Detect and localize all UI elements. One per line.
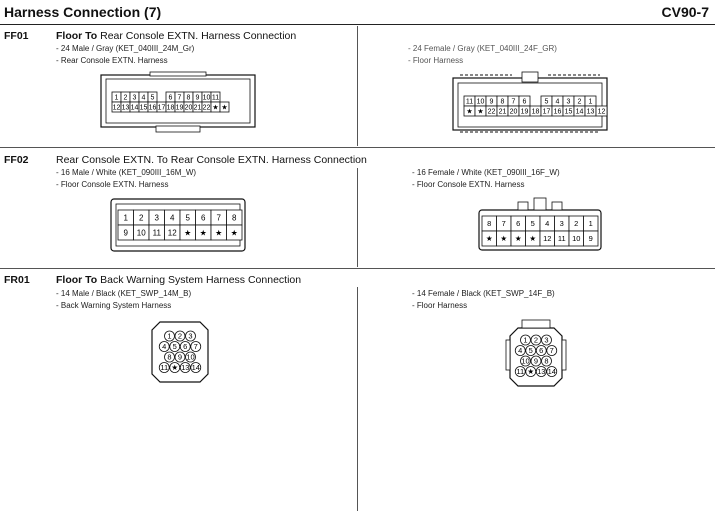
connector-harness: - Floor Console EXTN. Harness (56, 180, 169, 189)
pin-label: 6 (539, 346, 544, 356)
section-id: FF02 (4, 154, 29, 166)
pin-label: 2 (577, 98, 582, 106)
page-header (0, 0, 715, 25)
page-code: CV90-7 (661, 4, 709, 20)
section-divider (0, 268, 715, 269)
pin-label: 8 (487, 219, 492, 229)
pin-label: 9 (195, 94, 200, 102)
pin-label: 13 (537, 367, 546, 377)
column-divider (357, 26, 358, 146)
pin-label: 3 (154, 213, 159, 223)
pin-label: 6 (168, 94, 173, 102)
pin-label: 9 (588, 234, 593, 244)
section-title: Floor To Rear Console EXTN. Harness Connection (56, 30, 297, 42)
pin-label: 10 (572, 234, 581, 244)
pin-label: 5 (172, 342, 177, 352)
section-divider (0, 147, 715, 148)
pin-label: 11 (516, 367, 525, 377)
pin-grid (159, 331, 201, 373)
pin-label: 5 (530, 219, 535, 229)
pin-label: 8 (544, 356, 549, 366)
pin-label: 5 (185, 213, 190, 223)
pin-label: 1 (123, 213, 128, 223)
section-title: Rear Console EXTN. To Rear Console EXTN. Harness Connection (56, 154, 367, 166)
connector-fr01-male (150, 320, 212, 384)
pin-label: ★ (485, 234, 493, 244)
pin-label: 1 (588, 219, 593, 229)
pin-label: 10 (202, 94, 211, 102)
pin-label: 1 (114, 94, 119, 102)
pin-label: 4 (141, 94, 146, 102)
connector-ff02-male (110, 198, 250, 254)
pin-label: 4 (170, 213, 175, 223)
pin-label: ★ (221, 104, 228, 112)
pin-label: ★ (500, 234, 508, 244)
pin-label: 7 (177, 94, 182, 102)
pin-grid (482, 216, 598, 246)
pin-label: 10 (521, 356, 530, 366)
pin-label: 22 (202, 104, 211, 112)
pin-label: 6 (522, 98, 527, 106)
pin-label: 5 (150, 94, 155, 102)
pin-label: 8 (232, 213, 237, 223)
pin-label: 13 (181, 363, 190, 373)
section-id: FF01 (4, 30, 29, 42)
pin-grid (515, 335, 557, 377)
pin-label: 4 (545, 219, 550, 229)
pin-label: 12 (543, 234, 552, 244)
pin-label: 3 (188, 331, 193, 341)
pin-label: 5 (544, 98, 549, 106)
pin-label: 3 (566, 98, 571, 106)
pin-label: 7 (216, 213, 221, 223)
pin-label: 9 (177, 352, 183, 362)
pin-label: 8 (167, 352, 172, 362)
section-id: FR01 (4, 274, 30, 286)
pin-label: 21 (193, 104, 202, 112)
pin-label: ★ (529, 234, 537, 244)
connector-part: - 14 Female / Black (KET_SWP_14F_B) (412, 289, 555, 298)
pin-label: ★ (212, 104, 219, 112)
connector-part: - 16 Male / White (KET_090III_16M_W) (56, 168, 197, 177)
connector-ff02-female (478, 194, 606, 254)
pin-label: 14 (130, 104, 139, 112)
pin-label: 15 (139, 104, 148, 112)
pin-grid (464, 96, 607, 116)
pin-label: 3 (559, 219, 564, 229)
pin-label: 11 (152, 228, 161, 238)
connector-ff01-female (452, 74, 612, 136)
pin-label: 7 (511, 98, 516, 106)
connector-part: - 24 Female / Gray (KET_040III_24F_GR) (408, 44, 557, 53)
pin-label: 4 (162, 342, 167, 352)
pin-label: 6 (183, 342, 188, 352)
pin-label: 10 (476, 98, 485, 106)
pin-label: 12 (112, 104, 121, 112)
pin-label: 17 (542, 108, 551, 116)
pin-label: 2 (574, 219, 579, 229)
pin-label: 14 (575, 108, 584, 116)
pin-label: 2 (123, 94, 128, 102)
pin-label: 2 (177, 331, 183, 341)
pin-label: 15 (564, 108, 573, 116)
pin-label: 9 (123, 228, 128, 238)
pin-label: 14 (191, 363, 200, 373)
pin-label: 2 (533, 335, 539, 345)
pin-label: 2 (139, 213, 144, 223)
pin-label: 20 (184, 104, 193, 112)
pin-label: ★ (527, 367, 535, 377)
connector-harness: - Floor Harness (412, 301, 468, 310)
pin-label: 18 (166, 104, 175, 112)
pin-label: 19 (520, 108, 529, 116)
pin-label: 6 (201, 213, 206, 223)
pin-label: 7 (193, 342, 198, 352)
pin-label: ★ (171, 363, 179, 373)
pin-label: 6 (516, 219, 521, 229)
pin-label: 4 (518, 346, 523, 356)
pin-label: 12 (167, 228, 177, 238)
pin-label: 11 (465, 98, 474, 106)
pin-label: 7 (501, 219, 506, 229)
pin-label: ★ (199, 228, 207, 238)
pin-label: 8 (500, 98, 505, 106)
connector-harness: - Back Warning System Harness (56, 301, 172, 310)
pin-label: 10 (136, 228, 146, 238)
pin-label: 9 (533, 356, 539, 366)
pin-label: 1 (523, 335, 528, 345)
pin-label: ★ (230, 228, 238, 238)
pin-label: 17 (157, 104, 166, 112)
pin-label: 21 (498, 108, 507, 116)
pin-label: 1 (588, 98, 593, 106)
pin-label: 3 (132, 94, 137, 102)
pin-label: 10 (186, 352, 195, 362)
connector-fr01-female (506, 320, 568, 388)
pin-label: 11 (557, 234, 566, 244)
pin-label: 7 (549, 346, 554, 356)
pin-label: 13 (586, 108, 595, 116)
connector-harness: - Rear Console EXTN. Harness (56, 56, 168, 65)
pin-label: 5 (528, 346, 533, 356)
pin-label: 14 (547, 367, 556, 377)
page-title: Harness Connection (7) (4, 4, 162, 20)
pin-label: 4 (555, 98, 560, 106)
connector-harness: - Floor Harness (408, 56, 464, 65)
pin-grid (112, 92, 229, 112)
pin-label: ★ (477, 108, 484, 116)
connector-harness: - Floor Console EXTN. Harness (412, 180, 525, 189)
section-title: Floor To Back Warning System Harness Connection (56, 274, 302, 286)
pin-label: 16 (148, 104, 157, 112)
pin-label: 11 (211, 94, 220, 102)
connector-ff01-male (100, 74, 260, 134)
column-divider (357, 287, 358, 511)
column-divider (357, 168, 358, 267)
pin-label: ★ (184, 228, 192, 238)
pin-label: 9 (489, 98, 494, 106)
pin-label: ★ (514, 234, 522, 244)
connector-part: - 14 Male / Black (KET_SWP_14M_B) (56, 289, 192, 298)
pin-label: 19 (175, 104, 184, 112)
pin-grid (118, 210, 242, 240)
pin-label: 13 (121, 104, 130, 112)
pin-label: 1 (167, 331, 172, 341)
pin-label: 11 (160, 363, 169, 373)
connector-part: - 16 Female / White (KET_090III_16F_W) (412, 168, 560, 177)
pin-label: 3 (544, 335, 549, 345)
pin-label: 18 (531, 108, 540, 116)
pin-label: 8 (186, 94, 191, 102)
pin-label: ★ (215, 228, 223, 238)
pin-label: 20 (509, 108, 518, 116)
pin-label: ★ (466, 108, 473, 116)
connector-part: - 24 Male / Gray (KET_040III_24M_Gr) (56, 44, 195, 53)
pin-label: 12 (597, 108, 606, 116)
pin-label: 16 (553, 108, 562, 116)
pin-label: 22 (487, 108, 496, 116)
